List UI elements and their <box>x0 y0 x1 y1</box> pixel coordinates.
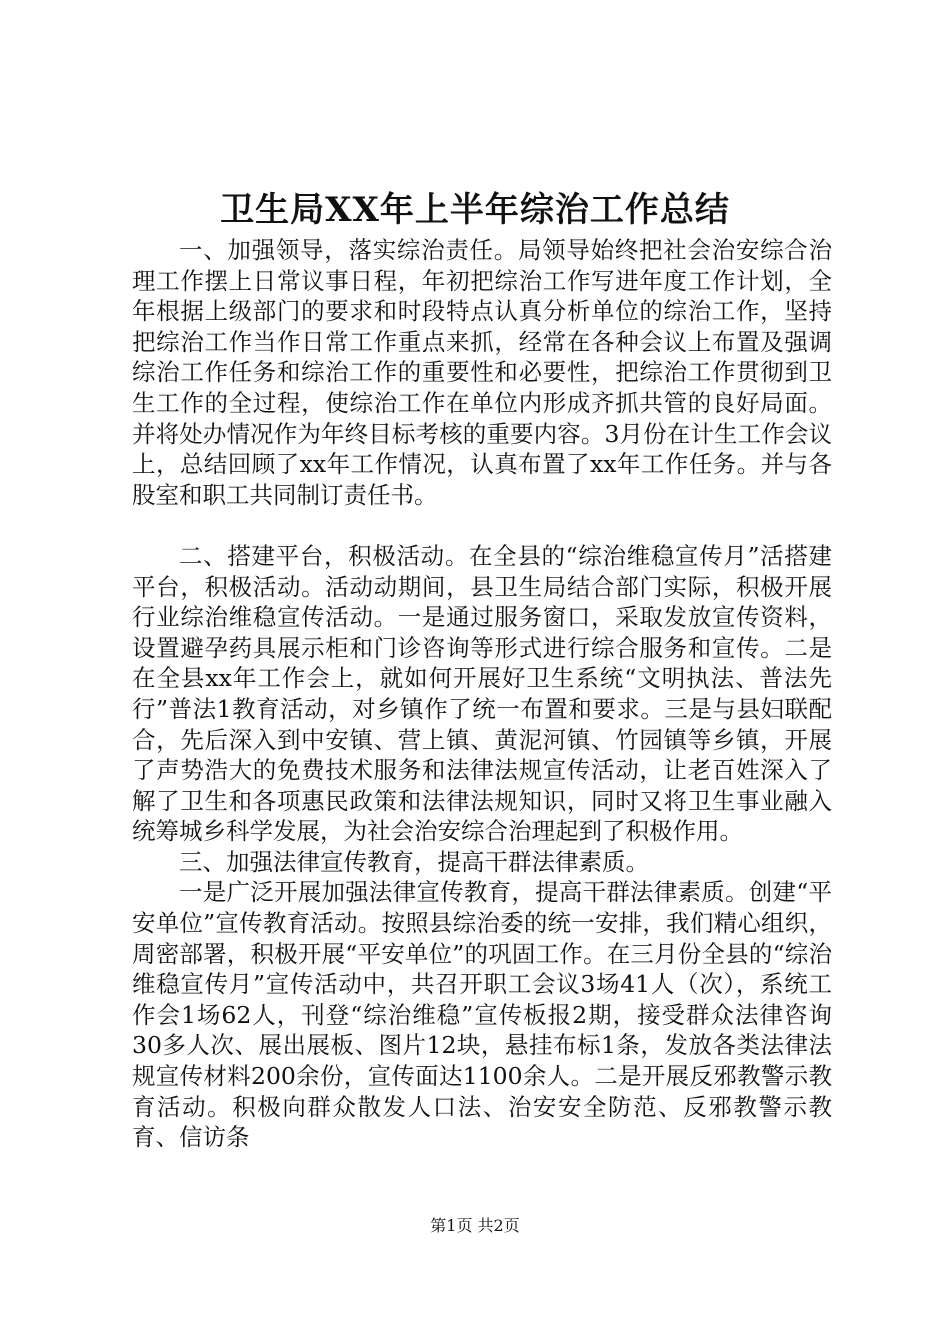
paragraph-legal-education: 一是广泛开展加强法律宣传教育，提高干群法律素质。创建“平安单位”宣传教育活动。按照县综治委的统一安排，我们精心组织，周密部署，积极开展“平安单位”的巩固工作。在三月份全县的“综治维稳宣传月”宣传活动中，共召开职工会议3场41人（次），系统工作会1场62人，刊登“综治维稳”宣传板报2期，接受群众法律咨询30多人次、展出展板、图片12块，悬挂布标1条，发放各类法律法规宣传材料200余份，宣传面达1100余人。二是开展反邪教警示教育活动。积极向群众散发人口法、治安安全防范、反邪教警示教育、信访条 <box>132 878 832 1152</box>
page-number-footer: 第1页 共2页 <box>430 1216 520 1235</box>
paragraph-platform: 二、搭建平台，积极活动。在全县的“综治维稳宣传月”活搭建平台，积极活动。活动动期间，县卫生局结合部门实际，积极开展行业综治维稳宣传活动。一是通过服务窗口，采取发放宣传资料，设置避孕药具展示柜和门诊咨询等形式进行综合服务和宣传。二是在全县xx年工作会上，就如何开展好卫生系统“文明执法、普法先行”普法1教育活动，对乡镇作了统一布置和要求。三是与县妇联配合，先后深入到中安镇、营上镇、黄泥河镇、竹园镇等乡镇，开展了声势浩大的免费技术服务和法律法规宣传活动，让老百姓深入了解了卫生和各项惠民政策和法律法规知识，同时又将卫生事业融入统筹城乡科学发展，为社会治安综合治理起到了积极作用。 <box>132 541 832 846</box>
document-body <box>132 235 832 1153</box>
document-title: 卫生局XX年上半年综治工作总结 <box>220 190 730 230</box>
paragraph-section-three-heading: 三、加强法律宣传教育，提高干群法律素质。 <box>179 847 649 876</box>
paragraph-leadership: 一、加强领导，落实综治责任。局领导始终把社会治安综合治理工作摆上日常议事日程，年初把综治工作写进年度工作计划，全年根据上级部门的要求和时段特点认真分析单位的综治工作，坚持把综治工作当作日常工作重点来抓，经常在各种会议上布置及强调综治工作任务和综治工作的重要性和必要性，把综治工作贯彻到卫生工作的全过程，使综治工作在单位内形成齐抓共管的良好局面。并将处办情况作为年终目标考核的重要内容。3月份在计生工作会议上，总结回顾了xx年工作情况，认真布置了xx年工作任务。并与各股室和职工共同制订责任书。 <box>132 236 832 509</box>
